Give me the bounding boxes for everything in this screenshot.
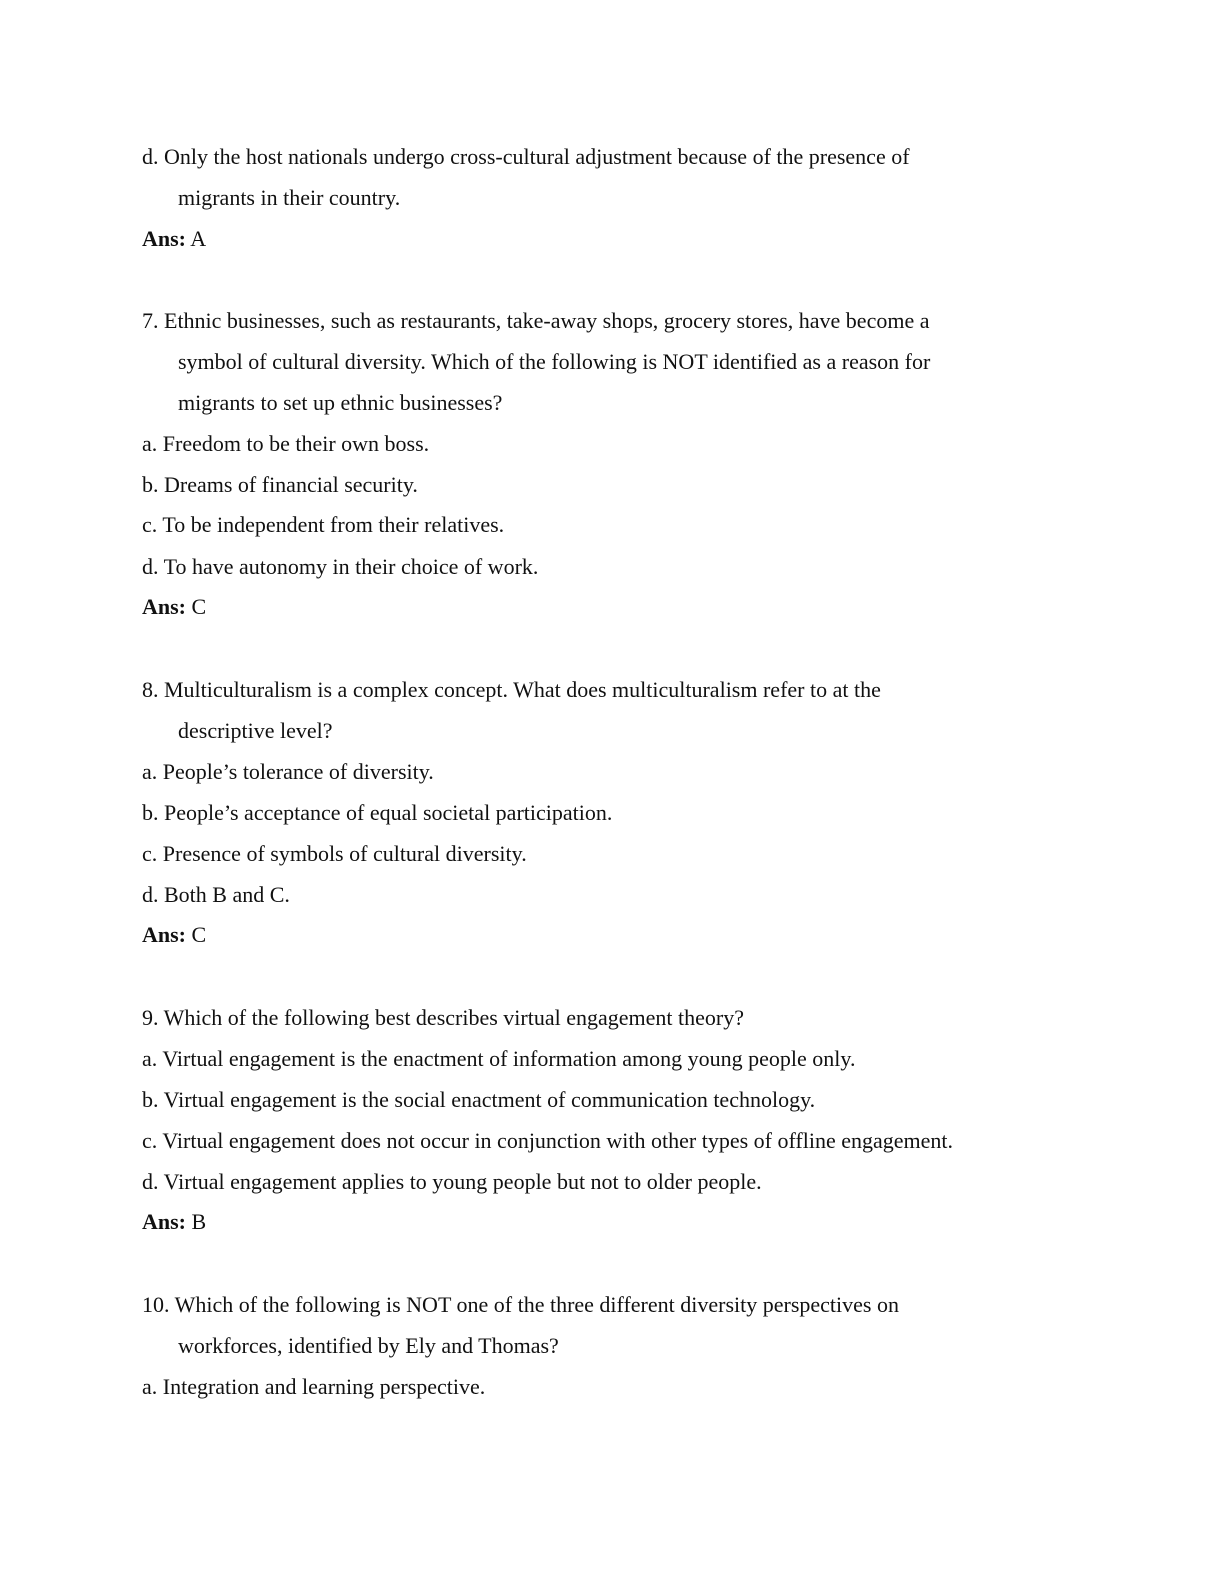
q8-option-d: d. Both B and C.	[142, 882, 290, 907]
q7-stem: 7. Ethnic businesses, such as restaurants, take-away shops, grocery stores, have become a	[142, 308, 930, 333]
answer-value: B	[186, 1209, 207, 1234]
q9-answer	[142, 1209, 206, 1235]
q6-answer	[142, 226, 206, 252]
q7-stem-line3: migrants to set up ethnic businesses?	[178, 390, 503, 415]
q8-option-b: b. People’s acceptance of equal societal participation.	[142, 800, 613, 825]
q6-option-d-continued: migrants in their country.	[178, 185, 401, 210]
q9-option-b: b. Virtual engagement is the social enactment of communication technology.	[142, 1087, 816, 1112]
q8-option-c: c. Presence of symbols of cultural diversity.	[142, 841, 527, 866]
q9-option-c: c. Virtual engagement does not occur in conjunction with other types of offline engagement.	[142, 1128, 954, 1153]
q7-stem-line2: symbol of cultural diversity. Which of the following is NOT identified as a reason for	[178, 349, 931, 374]
q9-option-a: a. Virtual engagement is the enactment of information among young people only.	[142, 1046, 856, 1071]
q8-answer	[142, 922, 206, 948]
q7-option-c: c. To be independent from their relatives.	[142, 512, 505, 537]
q7-answer	[142, 594, 206, 620]
q10-stem: 10. Which of the following is NOT one of the three different diversity perspectives on	[142, 1292, 899, 1317]
answer-value: C	[186, 594, 207, 619]
q8-stem-line2: descriptive level?	[178, 718, 333, 743]
q7-option-b: b. Dreams of financial security.	[142, 472, 418, 497]
q8-stem: 8. Multiculturalism is a complex concept. What does multiculturalism refer to at the	[142, 677, 881, 702]
answer-value: C	[186, 922, 207, 947]
q7-option-d: d. To have autonomy in their choice of work.	[142, 554, 539, 579]
q8-option-a: a. People’s tolerance of diversity.	[142, 759, 434, 784]
answer-label: Ans:	[142, 1209, 187, 1234]
q9-stem: 9. Which of the following best describes virtual engagement theory?	[142, 1005, 744, 1030]
answer-value: A	[186, 226, 207, 251]
q6-option-d: d. Only the host nationals undergo cross-cultural adjustment because of the presence of	[142, 144, 910, 169]
answer-label: Ans:	[142, 226, 187, 251]
q7-option-a: a. Freedom to be their own boss.	[142, 431, 430, 456]
q10-option-a: a. Integration and learning perspective.	[142, 1374, 486, 1399]
answer-label: Ans:	[142, 594, 187, 619]
answer-label: Ans:	[142, 922, 187, 947]
q10-stem-line2: workforces, identified by Ely and Thomas?	[178, 1333, 559, 1358]
q9-option-d: d. Virtual engagement applies to young people but not to older people.	[142, 1169, 762, 1194]
